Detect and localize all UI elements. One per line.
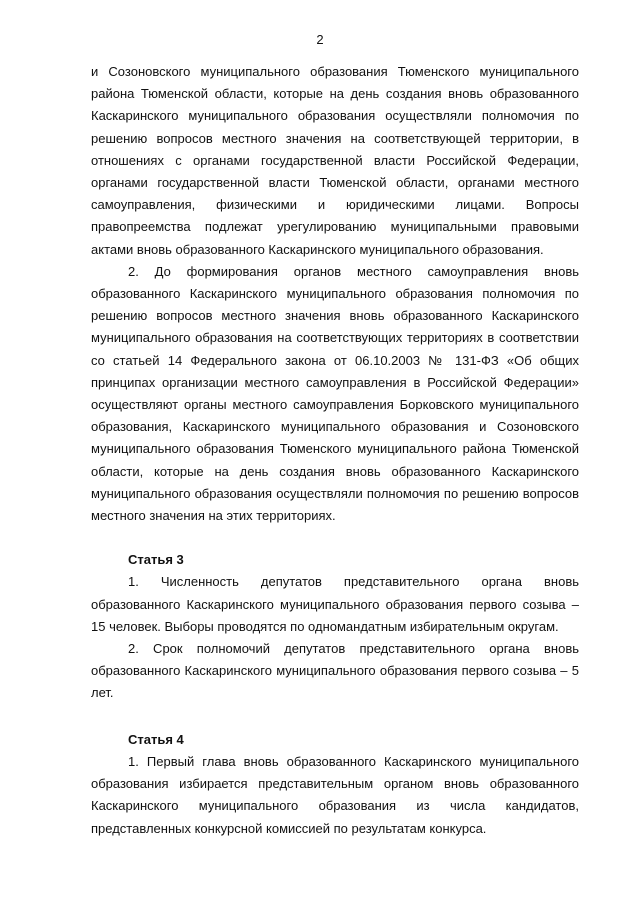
article-3-item-1: 1. Численность депутатов представительного органа вновь образованного Каскаринского муниципального образования первого созыва – 15 человек. Выборы проводятся по одномандатным избирательным округам. — [91, 574, 579, 634]
article-4-item-1: 1. Первый глава вновь образованного Каскаринского муниципального образования избирается представительным органом вновь образованного Каскаринского муниципального образования из числа кандидатов, представленных конкурсной комиссией по результатам конкурса. — [91, 753, 579, 836]
page-number: 2 — [316, 32, 324, 47]
article-3-heading: Статья 3 — [128, 552, 184, 568]
spacer — [91, 527, 579, 549]
article-3-item-2: 2. Срок полномочий депутатов представительного органа вновь образованного Каскаринского муниципального образования первого созыва – 5 лет. — [91, 641, 579, 701]
paragraph-item-2: 2. До формирования органов местного самоуправления вновь образованного Каскаринского муниципального образования полномочия по решению вопросов местного значения вновь образованного Каскаринского муниципального образования на соответствующих территориях в соответствии со статьей 14 Федерального закона от 06.10.2003 № 131-ФЗ «Об общих принципах организации местного самоуправления в Российской Федерации» осуществляют органы местного самоуправления Борковского муниципального образования, Каскаринского муниципального образования и Созоновского муниципального образования Тюменского муниципального района Тюменской области, которые на день создания вновь образованного Каскаринского муниципального образования осуществляли полномочия по решению вопросов местного значения на этих территориях. — [91, 263, 579, 524]
article-4-heading: Статья 4 — [128, 731, 184, 747]
paragraph-continuation: и Созоновского муниципального образования Тюменского муниципального района Тюменской области, которые на день создания вновь образованного Каскаринского муниципального образования осуществляли полномочия по решению вопросов местного значения на соответствующей территории, в отношениях с органами государственной власти Российской Федерации, органами государственной власти Тюменской области, органами местного самоуправления, физическими и юридическими лицами. Вопросы правопреемства подлежат урегулированию муниципальными правовыми актами вновь образованного Каскаринского муниципального образования. — [91, 64, 579, 257]
document-body — [91, 61, 579, 840]
spacer — [91, 705, 579, 729]
